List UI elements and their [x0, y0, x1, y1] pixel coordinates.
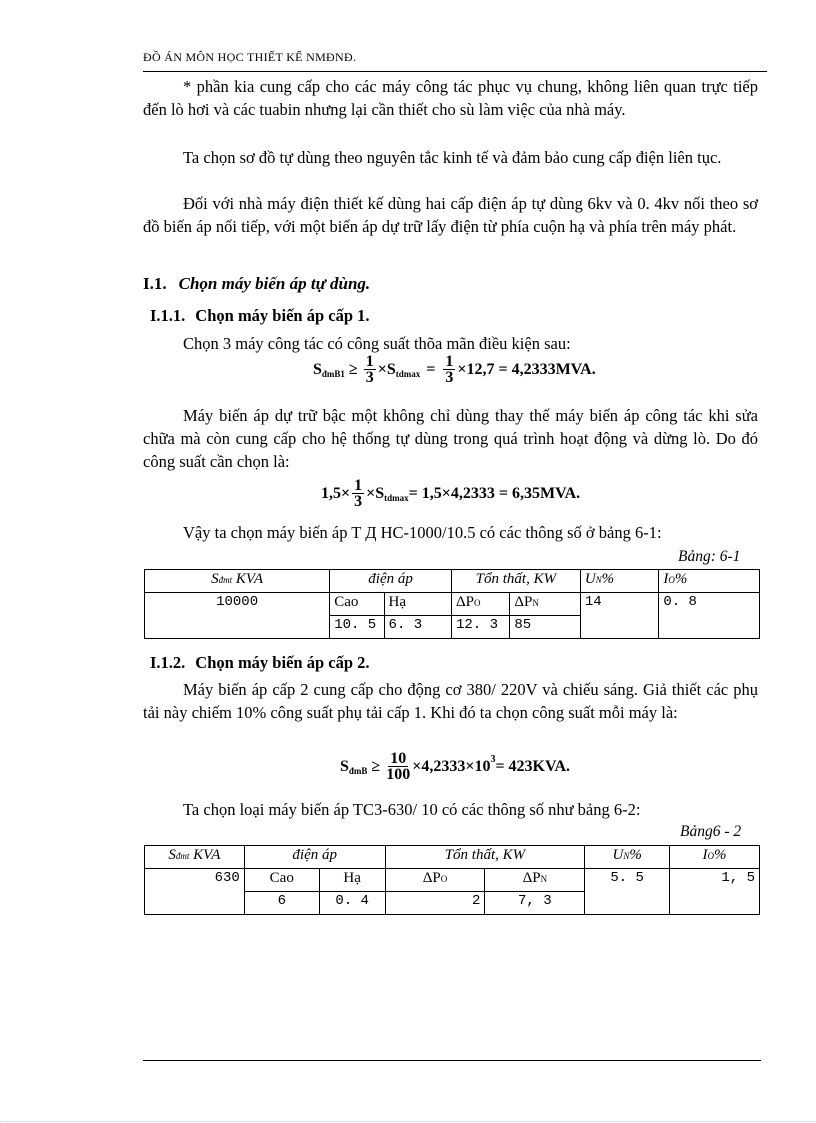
section-title: Chọn máy biến áp tự dùng. — [178, 274, 371, 293]
header-cell-loss: Tổn thất, KW — [451, 570, 580, 593]
section-heading-1-1 — [150, 306, 370, 326]
paragraph-1: * phần kia cung cấp cho các máy công tác phục vụ chung, không liên quan trực tiếp đến lò hơi và các tuabin nhưng lại cần thiết cho sù làm việc của nhà máy. — [143, 77, 758, 119]
cell-cao: Cao — [330, 593, 384, 616]
header-cell-voltage: điện áp — [244, 846, 385, 869]
cell-dp0-value: 12. 3 — [451, 616, 509, 639]
cell-ha: Hạ — [384, 593, 451, 616]
cell-un-value: 14 — [580, 593, 659, 639]
cell-cao-value: 10. 5 — [330, 616, 384, 639]
cell-dp0: ΔPO — [385, 869, 485, 892]
paragraph-4: Chọn 3 máy công tác có công suất thõa mãn điều kiện sau: — [183, 334, 571, 353]
table-row — [145, 846, 760, 869]
paragraph-7: Máy biến áp cấp 2 cung cấp cho động cơ 380/ 220V và chiếu sáng. Giả thiết các phụ tải này chiếm 10% công suất phụ tải cấp 1. Khi đó ta chọn công suất mỗi máy là: — [143, 680, 758, 722]
formula-2: 1,5× $\frac{1}{3}$ ×S tdmax = 1,5×4,2333 = 6,35MVA. — [321, 477, 581, 510]
section-number: I.1.1. — [150, 306, 186, 325]
cell-dpn-value: 85 — [510, 616, 580, 639]
section-title: Chọn máy biến áp cấp 1. — [195, 306, 370, 325]
paragraph-6: Vậy ta chọn máy biến áp T Д HC-1000/10.5 có các thông số ở bảng 6-1: — [183, 523, 662, 542]
header-cell-io: IO% — [659, 570, 760, 593]
section-number: I.1.2. — [150, 653, 186, 672]
cell-ha-value: 0. 4 — [319, 892, 385, 915]
cell-cao: Cao — [244, 869, 319, 892]
section-title: Chọn máy biến áp cấp 2. — [195, 653, 370, 672]
section-heading-1 — [143, 274, 370, 294]
cell-dpn: ΔPN — [485, 869, 585, 892]
cell-ha: Hạ — [319, 869, 385, 892]
table-2 — [144, 845, 760, 915]
cell-dp0-value: 2 — [385, 892, 485, 915]
footer-rule — [143, 1060, 761, 1061]
paragraph-5: Máy biến áp dự trữ bậc một không chỉ dùng thay thế máy biến áp công tác khi sửa chữa mà còn cung cấp cho hệ thống tự dùng trong quá trình hoạt động và dừng lò. Do đó công suất cần chọn là: — [143, 406, 758, 471]
cell-dp0: ΔPO — [451, 593, 509, 616]
page-header: ĐỒ ÁN MÔN HỌC THIẾT KẾ NMĐNĐ. — [143, 50, 357, 64]
table-1 — [144, 569, 760, 639]
formula-1: S đmB1 ≥ $\frac{1}{3}$ ×S tdmax = $\frac{1}{3}$ ×12,7 = 4,2333MVA. — [313, 353, 596, 386]
table-1-caption: Bảng: 6-1 — [678, 548, 741, 565]
cell-s-value: 630 — [145, 869, 245, 915]
cell-io-value: 1, 5 — [670, 869, 760, 915]
header-cell-voltage: điện áp — [330, 570, 452, 593]
table-row — [145, 570, 760, 593]
header-cell-loss: Tổn thất, KW — [385, 846, 585, 869]
header-cell-un: UN% — [585, 846, 670, 869]
section-number: I.1. — [143, 274, 167, 293]
section-heading-1-2 — [150, 653, 370, 673]
cell-io-value: 0. 8 — [659, 593, 760, 639]
cell-dpn-value: 7, 3 — [485, 892, 585, 915]
paragraph-3: Đối với nhà máy điện thiết kế dùng hai cấp điện áp tự dùng 6kv và 0. 4kv nối theo sơ đồ biến áp nối tiếp, với một biến áp dự trữ lấy điện từ phía cuộn hạ và phía trên máy phát. — [143, 194, 758, 236]
paragraph-2: Ta chọn sơ đồ tự dùng theo nguyên tắc kinh tế và đảm bảo cung cấp điện liên tục. — [183, 148, 722, 167]
table-2-caption: Bảng6 - 2 — [680, 823, 742, 840]
page-bottom-edge — [0, 1121, 816, 1122]
header-cell-io: IO% — [670, 846, 760, 869]
cell-un-value: 5. 5 — [585, 869, 670, 915]
table-row — [145, 869, 760, 892]
header-cell-un: UN% — [580, 570, 659, 593]
cell-s-value: 10000 — [145, 593, 330, 639]
table-row — [145, 593, 760, 616]
formula-3: S đmB ≥ $\frac{10}{100}$ ×4,2333×10 3 = 423KVA. — [340, 750, 571, 783]
header-cell-s: Sđmt KVA — [145, 846, 245, 869]
cell-cao-value: 6 — [244, 892, 319, 915]
header-cell-s: Sđmt KVA — [145, 570, 330, 593]
cell-ha-value: 6. 3 — [384, 616, 451, 639]
header-rule — [143, 71, 767, 72]
paragraph-8: Ta chọn loại máy biến áp TC3-630/ 10 có các thông số như bảng 6-2: — [183, 800, 641, 819]
cell-dpn: ΔPN — [510, 593, 580, 616]
